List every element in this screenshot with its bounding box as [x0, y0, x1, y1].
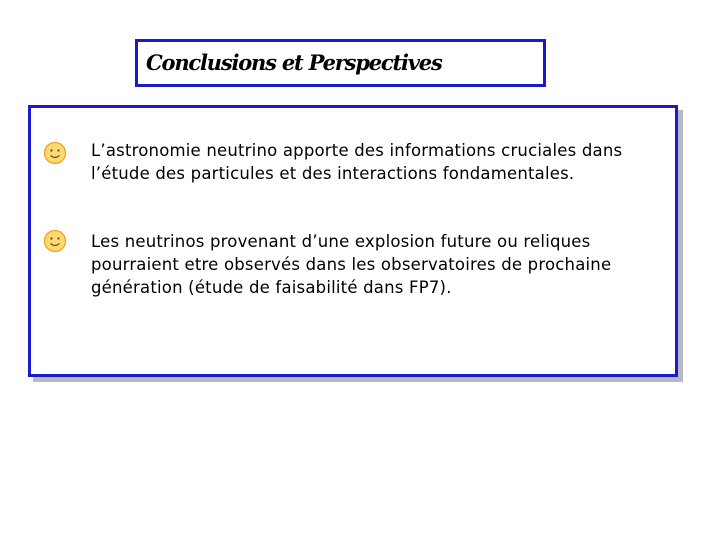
smiley-face-icon: [43, 141, 67, 165]
bullet-text-1: L’astronomie neutrino apporte des informations cruciales dans l’étude des particules et des interactions fondamentales.: [91, 141, 623, 183]
title-box: [135, 39, 546, 87]
slide-title: Conclusions et Perspectives: [146, 50, 442, 75]
content-box: [28, 105, 678, 377]
bullet-text-2: Les neutrinos provenant d’une explosion future ou reliques pourraient etre observés dans les observatoires de prochaine génération (étude de faisabilité dans FP7).: [91, 232, 612, 297]
smiley-face-icon: [43, 229, 67, 253]
